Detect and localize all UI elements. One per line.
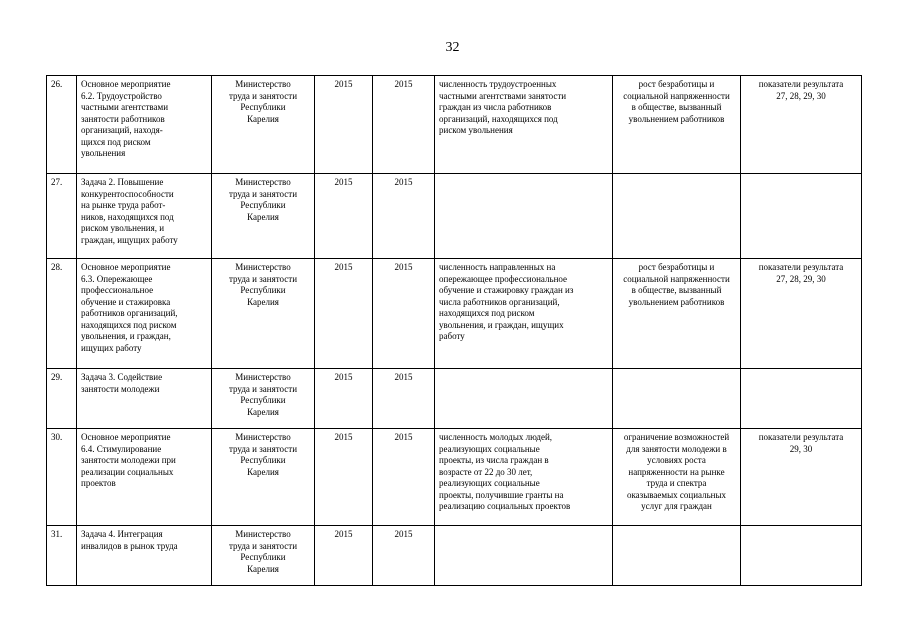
indicator: [435, 369, 613, 429]
row-number: 28.: [47, 259, 77, 369]
risk-consequence: [613, 526, 741, 586]
event-name: Задача 2. Повышение конкурентоспособности на рынке труда работ- ников, находящихся под риском увольнения, и граждан, ищущих работу: [77, 174, 212, 259]
executor: Министерство труда и занятости Республики Карелия: [212, 526, 315, 586]
table-row: [47, 429, 862, 526]
table-row: [47, 259, 862, 369]
row-number: 27.: [47, 174, 77, 259]
table-body: [47, 76, 862, 586]
executor: Министерство труда и занятости Республики Карелия: [212, 369, 315, 429]
executor: Министерство труда и занятости Республики Карелия: [212, 76, 315, 174]
linked-indicators: [741, 174, 862, 259]
program-table: [46, 75, 862, 586]
executor: Министерство труда и занятости Республики Карелия: [212, 174, 315, 259]
table-row: [47, 76, 862, 174]
table-row: [47, 174, 862, 259]
end-year: 2015: [373, 526, 435, 586]
end-year: 2015: [373, 76, 435, 174]
linked-indicators: показатели результата 27, 28, 29, 30: [741, 76, 862, 174]
event-name: Основное мероприятие 6.2. Трудоустройство частными агентствами занятости работников организаций, находя- щихся под риском увольнения: [77, 76, 212, 174]
executor: Министерство труда и занятости Республики Карелия: [212, 429, 315, 526]
risk-consequence: рост безработицы и социальной напряженности в обществе, вызванный увольнением работников: [613, 76, 741, 174]
executor: Министерство труда и занятости Республики Карелия: [212, 259, 315, 369]
indicator: численность трудоустроенных частными агентствами занятости граждан из числа работников организаций, находящихся под риском увольнения: [435, 76, 613, 174]
end-year: 2015: [373, 259, 435, 369]
row-number: 30.: [47, 429, 77, 526]
indicator: численность направленных на опережающее профессиональное обучение и стажировку граждан из числа работников организаций, находящихся под риском увольнения, и граждан, ищущих работу: [435, 259, 613, 369]
row-number: 31.: [47, 526, 77, 586]
event-name: Задача 4. Интеграция инвалидов в рынок труда: [77, 526, 212, 586]
linked-indicators: показатели результата 29, 30: [741, 429, 862, 526]
risk-consequence: [613, 369, 741, 429]
start-year: 2015: [315, 369, 373, 429]
risk-consequence: [613, 174, 741, 259]
risk-consequence: ограничение возможностей для занятости молодежи в условиях роста напряженности на рынке труда и спектра оказываемых социальных услуг для граждан: [613, 429, 741, 526]
row-number: 29.: [47, 369, 77, 429]
indicator: численность молодых людей, реализующих социальные проекты, из числа граждан в возрасте от 22 до 30 лет, реализующих социальные проекты, получившие гранты на реализацию социальных проектов: [435, 429, 613, 526]
linked-indicators: [741, 369, 862, 429]
indicator: [435, 526, 613, 586]
event-name: Основное мероприятие 6.4. Стимулирование занятости молодежи при реализации социальных проектов: [77, 429, 212, 526]
end-year: 2015: [373, 429, 435, 526]
row-number: 26.: [47, 76, 77, 174]
start-year: 2015: [315, 429, 373, 526]
start-year: 2015: [315, 259, 373, 369]
end-year: 2015: [373, 369, 435, 429]
linked-indicators: [741, 526, 862, 586]
risk-consequence: рост безработицы и социальной напряженности в обществе, вызванный увольнением работников: [613, 259, 741, 369]
start-year: 2015: [315, 76, 373, 174]
end-year: 2015: [373, 174, 435, 259]
indicator: [435, 174, 613, 259]
page-number: 32: [445, 40, 460, 55]
start-year: 2015: [315, 174, 373, 259]
table-row: [47, 526, 862, 586]
event-name: Основное мероприятие 6.3. Опережающее профессиональное обучение и стажировка работников организаций, находящихся под риском увольнения, и граждан, ищущих работу: [77, 259, 212, 369]
start-year: 2015: [315, 526, 373, 586]
event-name: Задача 3. Содействие занятости молодежи: [77, 369, 212, 429]
linked-indicators: показатели результата 27, 28, 29, 30: [741, 259, 862, 369]
table-row: [47, 369, 862, 429]
